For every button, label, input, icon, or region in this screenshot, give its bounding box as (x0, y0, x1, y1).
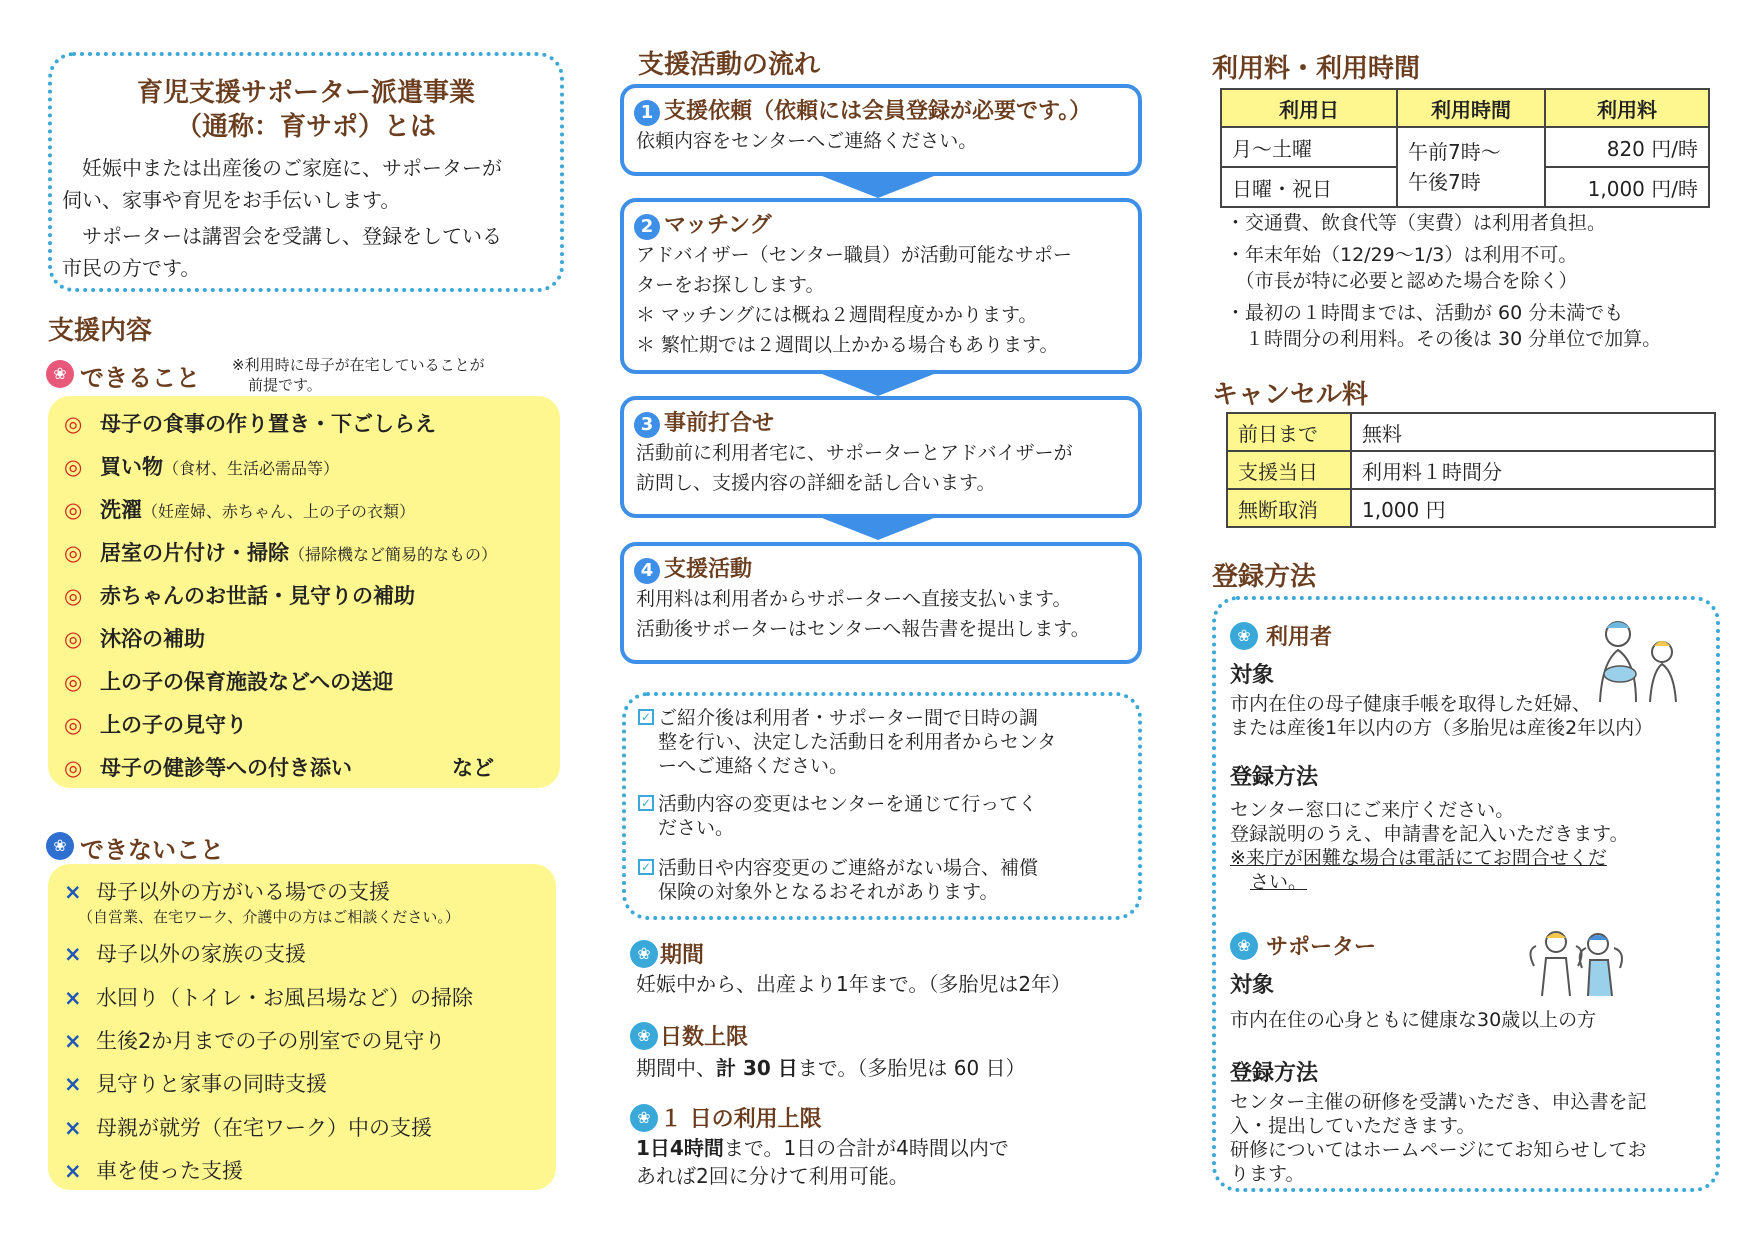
flow-step-line: ＊ マッチングには概ね２週間程度かかります。 (636, 304, 1038, 326)
can-item (64, 537, 497, 567)
can-item-text: 居室の片付け・掃除 (100, 541, 289, 565)
cancel-fee: 利用料１時間分 (1351, 451, 1715, 489)
intro-line: 妊娠中または出産後のご家庭に、サポーターが (62, 156, 502, 180)
limit-text: 期間中、計 30 日まで。（多胎児は 60 日） (636, 1056, 1026, 1080)
flow-step-title-text: 支援活動 (664, 557, 753, 582)
cancel-table (1226, 412, 1716, 528)
cannot-item-text: 母子以外の家族の支援 (96, 942, 306, 966)
flow-step-line: 活動前に利用者宅に、サポーターとアドバイザーが (636, 442, 1073, 464)
period-text: 妊娠中から、出産より1年まで。（多胎児は2年） (636, 972, 1072, 996)
cannot-note: （自営業、在宅ワーク、介護中の方はご相談ください。） (78, 908, 460, 926)
cross-icon: × (64, 1029, 82, 1053)
double-circle-icon: ◎ (64, 713, 83, 737)
fees-heading: 利用料・利用時間 (1212, 54, 1421, 84)
cannot-item-text: 水回り（トイレ・お風呂場など）の掃除 (96, 986, 473, 1010)
fee-note-line: ・最初の１時間までは、活動が 60 分未満でも (1226, 302, 1624, 324)
flow-note-line: 保険の対象外となるおそれがあります。 (658, 881, 999, 903)
double-circle-icon: ◎ (64, 627, 83, 651)
supporters-illustration-icon (1516, 920, 1636, 1000)
flow-arrow-icon (822, 518, 934, 540)
supporter-method: 入・提出していただきます。 (1230, 1115, 1476, 1137)
can-item (64, 580, 415, 610)
registration-box (1212, 596, 1720, 1192)
fee-price: 1,000 円/時 (1545, 167, 1709, 207)
flow-step-line: 依頼内容をセンターへご連絡ください。 (636, 130, 978, 152)
cancel-when: 前日まで (1227, 413, 1351, 451)
support-heading: 支援内容 (48, 316, 153, 346)
user-target: 市内在住の母子健康手帳を取得した妊婦、 (1230, 693, 1592, 715)
step-number-icon: 2 (634, 214, 660, 240)
cancel-when: 支援当日 (1227, 451, 1351, 489)
fee-hours: 午前7時～ 午後7時 (1397, 127, 1545, 207)
can-item (64, 408, 436, 438)
intro-line: 伺い、家事や育児をお手伝いします。 (62, 188, 401, 212)
fee-note-line: （市長が特に必要と認めた場合を除く） (1226, 270, 1578, 292)
fee-day: 月～土曜 (1221, 127, 1397, 167)
supporter-method: ります。 (1230, 1163, 1305, 1185)
can-item-text: 赤ちゃんのお世話・見守りの補助 (100, 584, 415, 608)
flow-note-line: ださい。 (658, 817, 735, 839)
flow-arrow-icon (822, 176, 934, 198)
intro-box (48, 52, 564, 292)
fee-header: 利用時間 (1397, 89, 1545, 127)
flower-icon: ❀ (46, 360, 74, 388)
can-item-sub: （食材、生活必需品等） (163, 459, 340, 478)
double-circle-icon: ◎ (64, 756, 83, 780)
can-item-text: 母子の健診等への付き添い (100, 756, 352, 780)
flow-step-box (620, 84, 1142, 176)
user-note: さい。 (1250, 871, 1308, 893)
double-circle-icon: ◎ (64, 584, 83, 608)
checkbox-icon: ✓ (638, 859, 654, 875)
can-item (64, 752, 352, 782)
daily-text: あれば2回に分けて利用可能。 (636, 1164, 909, 1188)
step-number-icon: 3 (634, 412, 660, 438)
can-item-sub: （掃除機など簡易的なもの） (289, 545, 498, 564)
cross-icon: × (64, 1159, 82, 1183)
cannot-item-text: 母子以外の方がいる場での支援 (96, 880, 390, 904)
user-method: 登録説明のうえ、申請書を記入いただきます。 (1230, 823, 1629, 845)
can-note: 前提です。 (248, 376, 322, 394)
supporter-target: 市内在住の心身ともに健康な30歳以上の方 (1230, 1009, 1597, 1031)
cannot-item (64, 982, 473, 1012)
period-label: 期間 (660, 943, 705, 968)
registration-heading: 登録方法 (1212, 562, 1317, 592)
can-note: ※利用時に母子が在宅していることが (232, 356, 485, 374)
can-item (64, 451, 339, 481)
fee-note-line: １時間分の利用料。その後は 30 分単位で加算。 (1226, 328, 1662, 350)
supporter-label: サポーター (1266, 935, 1377, 960)
user-label: 利用者 (1266, 625, 1333, 650)
user-target: または産後1年以内の方（多胎児は産後2年以内） (1230, 717, 1654, 739)
cannot-item-text: 母親が就労（在宅ワーク）中の支援 (96, 1116, 432, 1140)
daily-label: １ 日の利用上限 (660, 1107, 822, 1132)
cancel-when: 無断取消 (1227, 489, 1351, 527)
cannot-item (64, 938, 306, 968)
flow-arrow-icon (822, 374, 934, 396)
cross-icon: × (64, 942, 82, 966)
fee-note-line: ・交通費、飲食代等（実費）は利用者負担。 (1226, 212, 1607, 234)
flow-step-title (634, 208, 772, 240)
cancel-heading: キャンセル料 (1212, 380, 1369, 410)
flow-note-line: ✓ ご紹介後は利用者・サポーター間で日時の調 (640, 706, 1112, 730)
checkbox-icon: ✓ (638, 795, 654, 811)
can-item-text: 上の子の見守り (100, 713, 247, 737)
flow-step-line: ターをお探しします。 (636, 274, 825, 296)
flow-note-line: ✓ 活動内容の変更はセンターを通じて行ってく (640, 792, 1112, 816)
flower-icon: ❀ (630, 1022, 658, 1050)
flow-note-line: ✓ 活動日や内容変更のご連絡がない場合、補償 (640, 856, 1112, 880)
can-label: できること (80, 364, 200, 392)
step-number-icon: 1 (634, 100, 660, 126)
intro-line: 市民の方です。 (62, 256, 201, 280)
flow-note-line: ーへご連絡ください。 (658, 755, 849, 777)
flow-step-line: アドバイザー（センター職員）が活動可能なサポー (636, 244, 1072, 266)
can-item-sub: （妊産婦、赤ちゃん、上の子の衣類） (142, 502, 415, 521)
flow-step-line: 活動後サポーターはセンターへ報告書を提出します。 (636, 618, 1090, 640)
cannot-item (64, 1112, 432, 1142)
flow-step-title-text: マッチング (664, 213, 772, 238)
user-note: ※来庁が困難な場合は電話にてお問合せくだ (1230, 847, 1607, 869)
flow-step-title (634, 94, 1091, 126)
flow-step-title (634, 552, 752, 584)
fee-day: 日曜・祝日 (1221, 167, 1397, 207)
can-item (64, 494, 415, 524)
flower-icon: ❀ (1230, 932, 1258, 960)
can-etc: など (452, 756, 494, 780)
cannot-label: できないこと (80, 836, 224, 864)
flow-step-line: 訪問し、支援内容の詳細を話し合います。 (636, 472, 996, 494)
flow-step-line: 利用料は利用者からサポーターへ直接支払います。 (636, 588, 1072, 610)
cross-icon: × (64, 1116, 82, 1140)
flow-heading: 支援活動の流れ (638, 50, 821, 80)
can-item-text: 母子の食事の作り置き・下ごしらえ (100, 412, 436, 436)
daily-text: 1日4時間まで。1日の合計が4時間以内で (636, 1136, 1009, 1160)
can-item (64, 709, 247, 739)
cannot-item-text: 生後2か月までの子の別室での見守り (96, 1029, 446, 1053)
cannot-item (64, 1025, 445, 1055)
double-circle-icon: ◎ (64, 498, 83, 522)
double-circle-icon: ◎ (64, 412, 83, 436)
cannot-item-text: 見守りと家事の同時支援 (96, 1072, 327, 1096)
flow-step-title-text: 事前打合せ (664, 411, 775, 436)
method-label: 登録方法 (1230, 1061, 1319, 1086)
fee-header: 利用料 (1545, 89, 1709, 127)
double-circle-icon: ◎ (64, 455, 83, 479)
cancel-fee: 無料 (1351, 413, 1715, 451)
flower-icon: ❀ (1230, 622, 1258, 650)
mother-baby-illustration-icon (1578, 612, 1698, 712)
limit-label: 日数上限 (660, 1025, 749, 1050)
supporter-method: 研修についてはホームページにてお知らせしてお (1230, 1139, 1647, 1161)
cross-icon: × (64, 986, 82, 1010)
can-item-text: 上の子の保育施設などへの送迎 (100, 670, 394, 694)
cannot-item-text: 車を使った支援 (96, 1159, 243, 1183)
flower-icon: ❀ (46, 832, 74, 860)
flower-icon: ❀ (630, 940, 658, 968)
cannot-item (64, 1155, 243, 1185)
cross-icon: × (64, 1072, 82, 1096)
intro-line: サポーターは講習会を受講し、登録をしている (62, 224, 502, 248)
intro-title: 育児支援サポーター派遣事業 (136, 78, 475, 108)
flow-step-box (620, 396, 1142, 518)
fee-table (1220, 88, 1710, 208)
flower-icon: ❀ (630, 1104, 658, 1132)
fee-header: 利用日 (1221, 89, 1397, 127)
checkbox-icon: ✓ (638, 709, 654, 725)
can-item-text: 買い物 (100, 455, 163, 479)
cannot-item (64, 1068, 327, 1098)
supporter-method: センター主催の研修を受講いただき、申込書を記 (1230, 1091, 1647, 1113)
method-label: 登録方法 (1230, 765, 1319, 790)
flow-step-title-text: 支援依頼（依頼には会員登録が必要です。） (664, 99, 1092, 124)
flow-note-line: 整を行い、決定した活動日を利用者からセンタ (658, 731, 1057, 753)
intro-subtitle: （通称：育サポ）とは (175, 112, 436, 142)
fee-price: 820 円/時 (1545, 127, 1709, 167)
flow-notes-box (622, 692, 1142, 920)
fee-note-line: ・年末年始（12/29～1/3）は利用不可。 (1226, 244, 1578, 266)
can-item (64, 666, 393, 696)
can-item (64, 623, 205, 653)
target-label: 対象 (1230, 663, 1275, 688)
flow-step-box (620, 542, 1142, 664)
flow-step-box (620, 198, 1142, 374)
user-method: センター窓口にご来庁ください。 (1230, 799, 1515, 821)
can-item-text: 洗濯 (100, 498, 142, 522)
target-label: 対象 (1230, 973, 1275, 998)
cross-icon: × (64, 880, 82, 904)
double-circle-icon: ◎ (64, 670, 83, 694)
can-item-text: 沐浴の補助 (100, 627, 205, 651)
cancel-fee: 1,000 円 (1351, 489, 1715, 527)
double-circle-icon: ◎ (64, 541, 83, 565)
flow-step-line: ＊ 繁忙期では２週間以上かかる場合もあります。 (636, 334, 1059, 356)
cannot-item (64, 876, 390, 906)
flow-step-title (634, 406, 774, 438)
step-number-icon: 4 (634, 558, 660, 584)
